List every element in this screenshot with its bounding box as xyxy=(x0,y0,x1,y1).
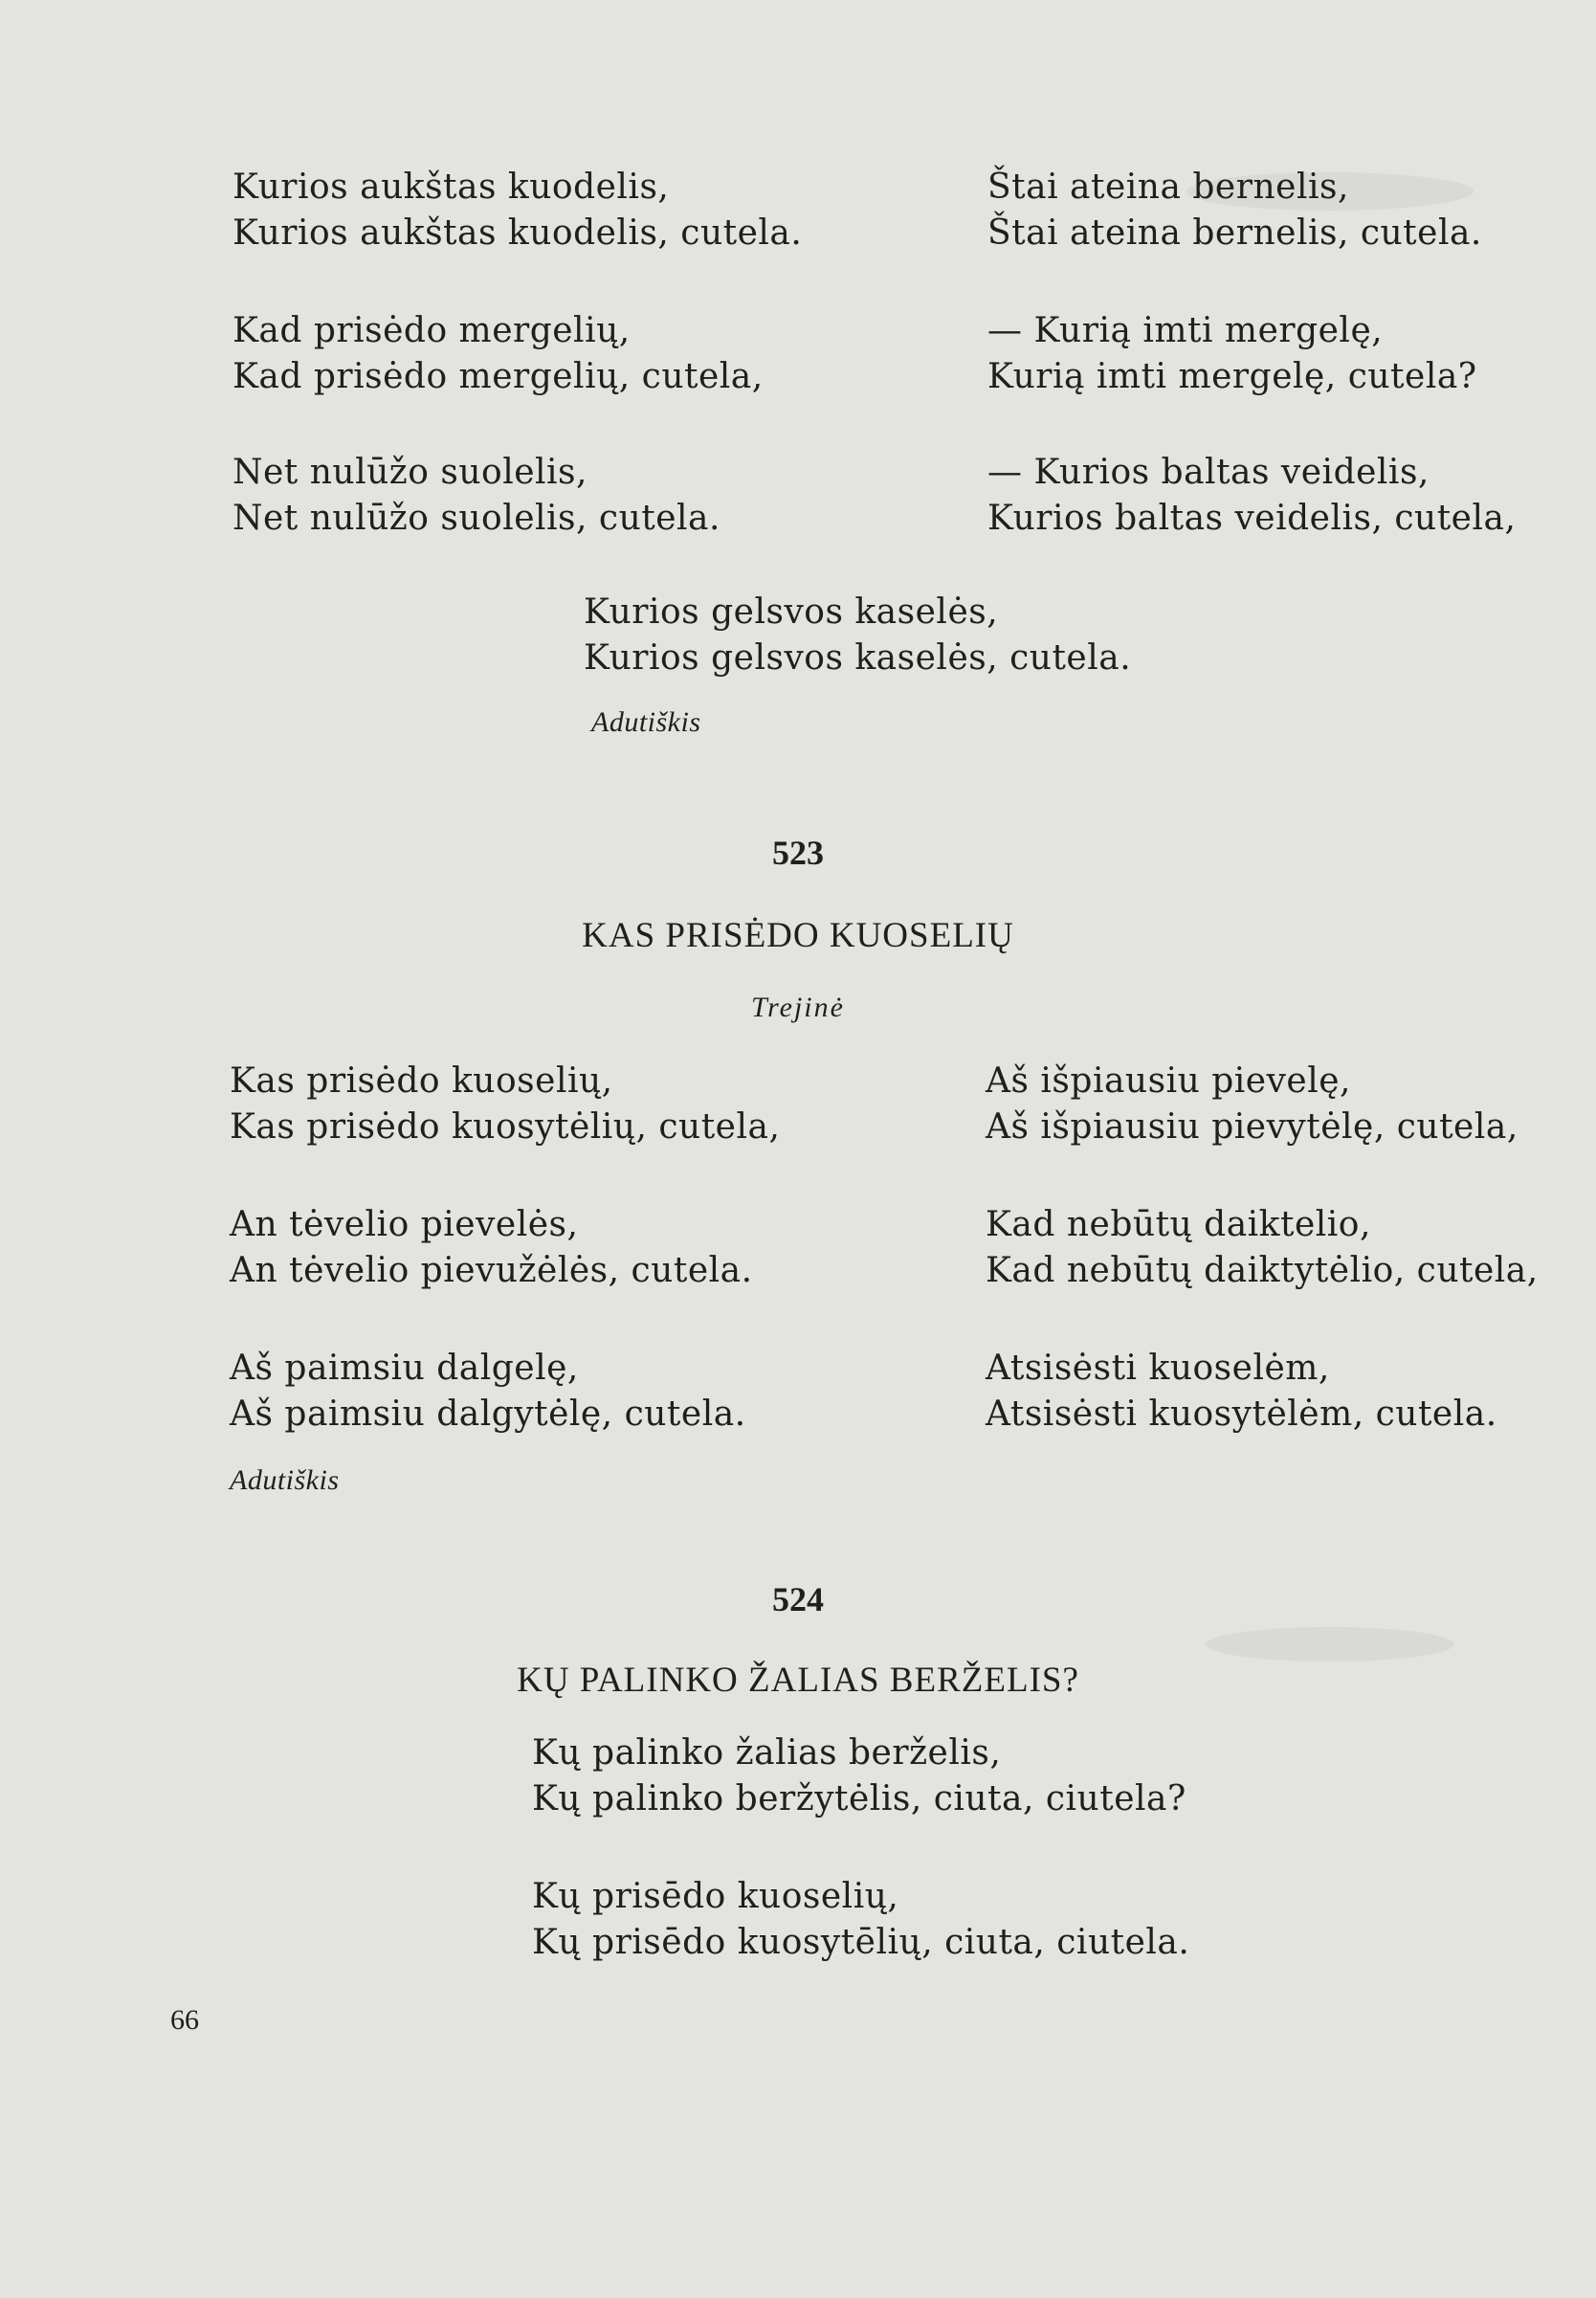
song-524-title: KŲ PALINKO ŽALIAS BERŽELIS? xyxy=(517,1661,1079,1700)
verse-line: Kad prisėdo mergelių, cutela, xyxy=(233,357,764,396)
verse-line: Kurią imti mergelę, cutela? xyxy=(987,357,1477,396)
verse-line: Kų prisēdo kuosytēlių, ciuta, ciutela. xyxy=(532,1923,1190,1962)
verse-line: Kurios aukštas kuodelis, cutela. xyxy=(233,213,803,253)
song-523-number: 523 xyxy=(772,834,824,872)
verse-line: Atsisėsti kuoselėm, xyxy=(986,1349,1330,1388)
verse-line: — Kurią imti mergelę, xyxy=(987,311,1384,350)
song-523-subtitle: Trejinė xyxy=(751,992,845,1023)
page-number: 66 xyxy=(170,2004,199,2036)
verse-line: Kurios gelsvos kaselės, cutela. xyxy=(584,638,1132,678)
verse-line: An tėvelio pievelės, xyxy=(230,1205,579,1244)
verse-line: Net nulūžo suolelis, cutela. xyxy=(233,499,720,538)
verse-line: Kad prisėdo mergelių, xyxy=(233,311,631,350)
verse-line: Kurios baltas veidelis, cutela, xyxy=(987,499,1517,538)
prev-left-stanza-3 xyxy=(233,450,720,542)
song-524-stanza-1 xyxy=(532,1730,1186,1822)
song-523-right-stanza-1 xyxy=(986,1059,1518,1150)
verse-line: Kų palinko žalias berželis, xyxy=(532,1733,1002,1773)
prev-right-stanza-2 xyxy=(987,308,1477,400)
verse-line: Aš paimsiu dalgytėlę, cutela. xyxy=(230,1394,746,1434)
song-523-left-stanza-1 xyxy=(230,1059,780,1150)
song-523-left-stanza-2 xyxy=(230,1202,753,1294)
song-524-stanza-2 xyxy=(532,1874,1189,1966)
song-523-left-stanza-3 xyxy=(230,1346,746,1438)
verse-line: Aš išpiausiu pievelę, xyxy=(986,1061,1351,1101)
prev-right-stanza-1 xyxy=(987,165,1482,257)
verse-line: — Kurios baltas veidelis, xyxy=(987,453,1430,492)
prev-place-label: Adutiškis xyxy=(591,706,701,738)
paper-bleed-through xyxy=(1206,1627,1454,1662)
prev-right-stanza-3 xyxy=(987,450,1516,542)
verse-line: An tėvelio pievužėlės, cutela. xyxy=(230,1251,753,1290)
prev-left-stanza-1 xyxy=(233,165,802,257)
verse-line: Net nulūžo suolelis, xyxy=(233,453,587,492)
verse-line: Aš paimsiu dalgelę, xyxy=(230,1349,579,1388)
verse-line: Kurios gelsvos kaselės, xyxy=(584,592,999,632)
song-523-right-stanza-2 xyxy=(986,1202,1539,1294)
verse-line: Štai ateina bernelis, cutela. xyxy=(987,213,1482,253)
verse-line: Kų palinko beržytėlis, ciuta, ciutela? xyxy=(532,1779,1186,1818)
verse-line: Aš išpiausiu pievytėlę, cutela, xyxy=(986,1107,1518,1147)
song-523-title: KAS PRISĖDO KUOSELIŲ xyxy=(582,916,1014,955)
song-524-number: 524 xyxy=(772,1580,824,1618)
verse-line: Atsisėsti kuosytėlėm, cutela. xyxy=(986,1394,1497,1434)
prev-left-stanza-2 xyxy=(233,308,764,400)
prev-center-stanza xyxy=(584,590,1131,681)
verse-line: Kad nebūtų daiktelio, xyxy=(986,1205,1371,1244)
verse-line: Kurios aukštas kuodelis, xyxy=(233,167,670,207)
verse-line: Štai ateina bernelis, xyxy=(987,167,1349,207)
verse-line: Kas prisėdo kuoselių, xyxy=(230,1061,613,1101)
verse-line: Kad nebūtų daiktytėlio, cutela, xyxy=(986,1251,1539,1290)
song-523-right-stanza-3 xyxy=(986,1346,1497,1438)
song-523-place-label: Adutiškis xyxy=(230,1464,340,1496)
verse-line: Kas prisėdo kuosytėlių, cutela, xyxy=(230,1107,781,1147)
verse-line: Kų prisēdo kuoselių, xyxy=(532,1877,899,1916)
